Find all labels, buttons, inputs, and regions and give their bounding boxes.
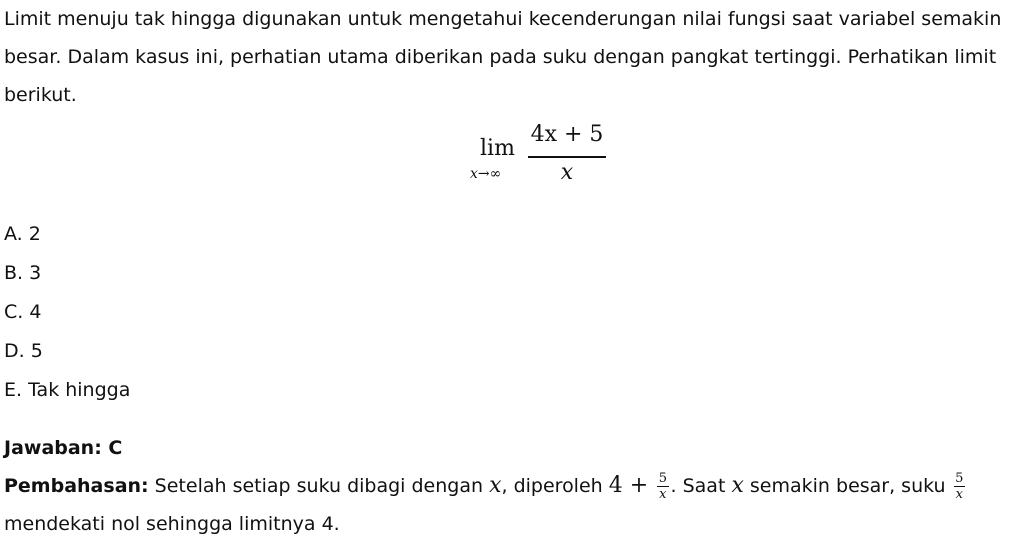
answer-key: Jawaban: C bbox=[4, 437, 123, 459]
explanation-text-1: Setelah setiap suku dibagi dengan bbox=[148, 475, 490, 497]
intro-paragraph: Limit menuju tak hingga digunakan untuk mengetahui kecenderungan nilai fungsi saat variabel semakin besar. Dalam kasus ini, perhatian utama diberikan pada suku dengan pangkat tertinggi. Perhatikan limit berikut. bbox=[4, 8, 1002, 106]
explanation-paragraph bbox=[4, 467, 1020, 543]
option-d: D. 5 bbox=[4, 340, 43, 362]
variable-x: x bbox=[489, 473, 502, 498]
limit-formula bbox=[470, 122, 610, 202]
document bbox=[4, 0, 1020, 543]
fraction-numerator: 4x + 5 bbox=[530, 122, 604, 147]
fraction-five-over-x-2: $\frac{5}{x}$ bbox=[955, 470, 964, 502]
fraction-denominator: x bbox=[560, 160, 574, 185]
fraction-bar bbox=[528, 156, 606, 158]
option-a: A. 2 bbox=[4, 223, 41, 245]
answer-options bbox=[4, 218, 1020, 413]
explanation-text-4: semakin besar, suku bbox=[743, 475, 952, 497]
explanation-text-5: mendekati nol sehingga limitnya 4. bbox=[4, 513, 340, 535]
explanation-text-2: , diperoleh bbox=[501, 475, 609, 497]
explanation-heading: Pembahasan: bbox=[4, 475, 149, 497]
explanation-text-3: . Saat bbox=[670, 475, 732, 497]
option-b: B. 3 bbox=[4, 262, 42, 284]
option-e: E. Tak hingga bbox=[4, 379, 131, 401]
lim-subscript: x→∞ bbox=[470, 166, 502, 182]
formula-block bbox=[4, 122, 1020, 218]
option-c: C. 4 bbox=[4, 301, 42, 323]
fraction-five-over-x: $\frac{5}{x}$ bbox=[658, 470, 667, 502]
variable-x-2: x bbox=[731, 473, 744, 498]
lim-operator: lim bbox=[480, 136, 515, 161]
expression-lead: 4 + bbox=[608, 473, 656, 498]
